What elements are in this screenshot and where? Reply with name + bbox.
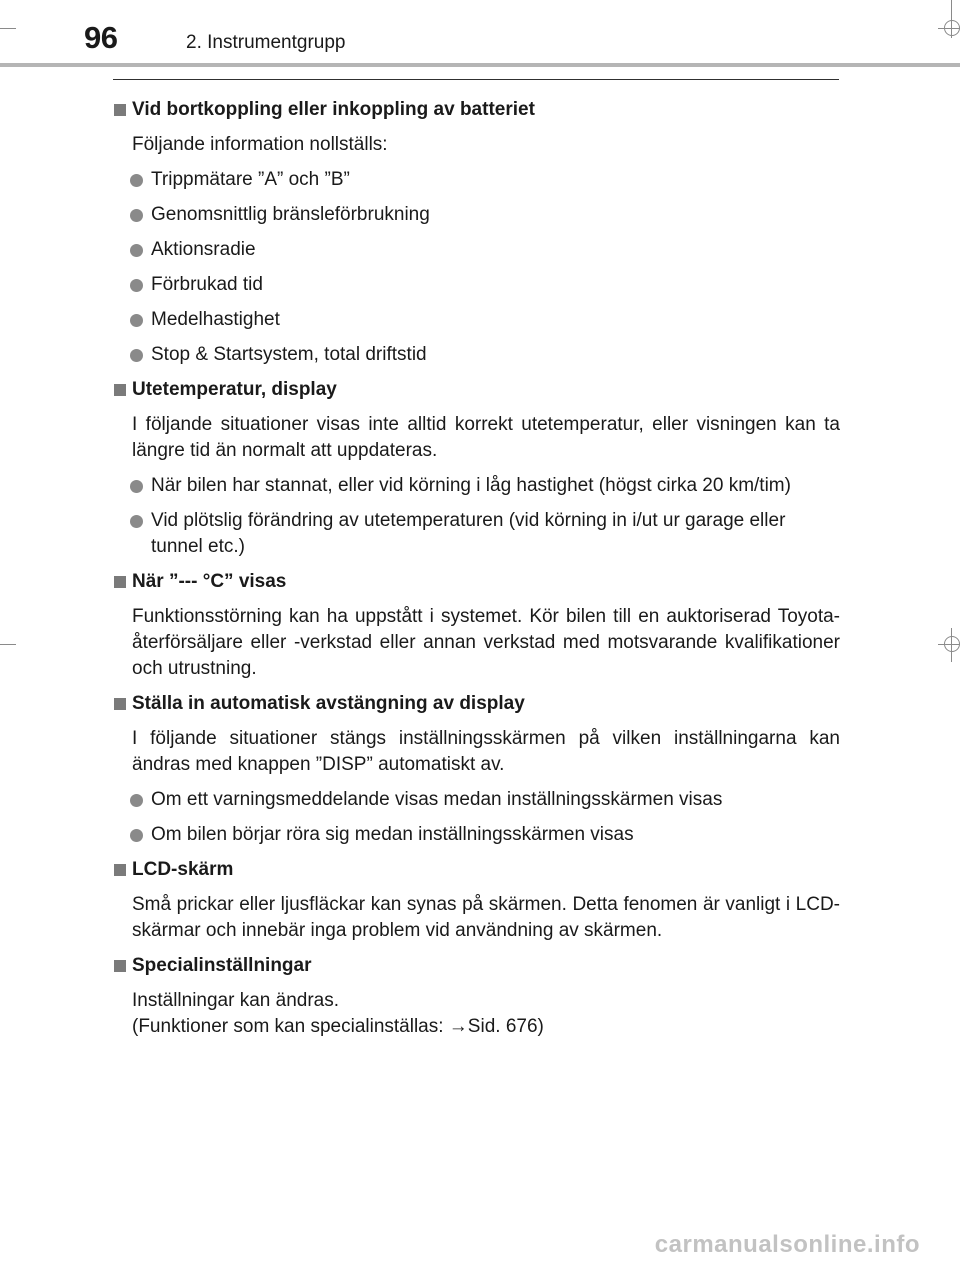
round-bullet-icon xyxy=(130,794,143,807)
list-item-text: Trippmätare ”A” och ”B” xyxy=(151,169,350,190)
section-title: 2. Instrumentgrupp xyxy=(186,32,346,53)
list-item xyxy=(113,272,840,298)
heading-dashes-shown xyxy=(113,569,840,595)
heading-text: Ställa in automatisk avstängning av display xyxy=(132,693,525,714)
list-item xyxy=(113,473,840,499)
heading-lcd-screen xyxy=(113,857,840,883)
heading-battery xyxy=(113,97,840,123)
heading-outside-temperature xyxy=(113,377,840,403)
list-item xyxy=(113,167,840,193)
page-reference-note: (Funktioner som kan specialinställas: →Sid. 676) xyxy=(132,1016,544,1037)
paragraph: Små prickar eller ljusfläckar kan synas på skärmen. Detta fenomen är vanligt i LCD-skärmar och innebär inga problem vid användning av skärmen. xyxy=(132,894,840,941)
crop-mark-middle-left xyxy=(0,644,16,645)
list-item-text: Om ett varningsmeddelande visas medan inställningsskärmen visas xyxy=(151,789,723,810)
content-rule xyxy=(113,79,839,80)
list-item xyxy=(113,508,840,560)
square-bullet-icon xyxy=(114,104,126,116)
list-item xyxy=(113,822,840,848)
heading-text: LCD-skärm xyxy=(132,859,234,880)
round-bullet-icon xyxy=(130,515,143,528)
heading-text: Utetemperatur, display xyxy=(132,379,337,400)
list-item xyxy=(113,202,840,228)
list-item-text: Genomsnittlig bränsleförbrukning xyxy=(151,204,430,225)
paragraph: Inställningar kan ändras. xyxy=(132,990,340,1011)
list-item-text: Stop & Startsystem, total driftstid xyxy=(151,344,427,365)
round-bullet-icon xyxy=(130,829,143,842)
list-item-text: Aktionsradie xyxy=(151,239,256,260)
paragraph: I följande situationer stängs inställningsskärmen på vilken inställningarna kan ändras med knappen ”DISP” automatiskt av. xyxy=(132,728,840,775)
square-bullet-icon xyxy=(114,698,126,710)
crop-mark-top-left xyxy=(0,28,16,29)
header-rule xyxy=(0,63,960,67)
round-bullet-icon xyxy=(130,209,143,222)
registration-circle-top-right xyxy=(944,20,960,36)
list-item-text: När bilen har stannat, eller vid körning i låg hastighet (högst cirka 20 km/tim) xyxy=(151,475,791,496)
watermark: carmanualsonline.info xyxy=(654,1231,920,1258)
heading-display-auto-off xyxy=(113,691,840,717)
paragraph: I följande situationer visas inte alltid korrekt utetemperatur, eller visningen kan ta längre tid än normalt att uppdateras. xyxy=(132,414,840,461)
list-item-text: Vid plötslig förändring av utetemperaturen (vid körning in i/ut ur garage eller tunnel etc.) xyxy=(151,510,786,557)
list-item-text: Förbrukad tid xyxy=(151,274,263,295)
list-item xyxy=(113,307,840,333)
heading-text: Vid bortkoppling eller inkoppling av batteriet xyxy=(132,99,535,120)
round-bullet-icon xyxy=(130,349,143,362)
square-bullet-icon xyxy=(114,960,126,972)
square-bullet-icon xyxy=(114,864,126,876)
list-item xyxy=(113,787,840,813)
round-bullet-icon xyxy=(130,480,143,493)
round-bullet-icon xyxy=(130,279,143,292)
paragraph: Följande information nollställs: xyxy=(132,134,388,155)
heading-text: Specialinställningar xyxy=(132,955,312,976)
square-bullet-icon xyxy=(114,384,126,396)
list-item-text: Om bilen börjar röra sig medan inställningsskärmen visas xyxy=(151,824,634,845)
round-bullet-icon xyxy=(130,244,143,257)
list-item xyxy=(113,237,840,263)
registration-circle-middle-right xyxy=(944,636,960,652)
manual-content xyxy=(113,97,840,1049)
heading-custom-settings xyxy=(113,953,840,979)
square-bullet-icon xyxy=(114,576,126,588)
round-bullet-icon xyxy=(130,174,143,187)
paragraph: Funktionsstörning kan ha uppstått i systemet. Kör bilen till en auktoriserad Toyota-återförsäljare eller -verkstad eller annan verkstad med motsvarande kvalifikationer och utrustning. xyxy=(132,606,840,679)
list-item-text: Medelhastighet xyxy=(151,309,280,330)
round-bullet-icon xyxy=(130,314,143,327)
heading-text: När ”--- °C” visas xyxy=(132,571,287,592)
page-number: 96 xyxy=(84,20,118,55)
list-item xyxy=(113,342,840,368)
